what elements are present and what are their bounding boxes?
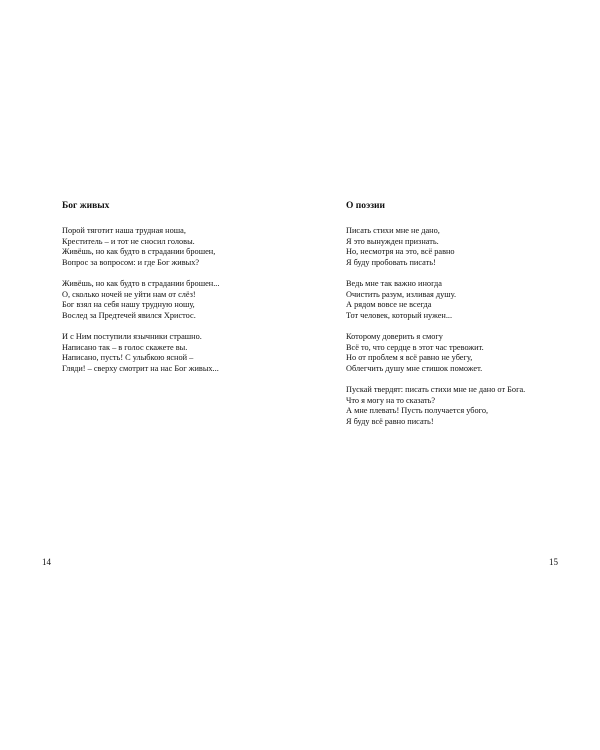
poem-line: Вослед за Предтечей явился Христос. <box>62 310 196 320</box>
poem-line: Бог взял на себя нашу трудную ношу, <box>62 300 195 309</box>
poem-line: А рядом вовсе не всегда <box>346 300 432 309</box>
poem-line: Я это вынужден признать. <box>346 236 439 246</box>
poem-line: Написано, пусть! С улыбкою ясной – <box>62 353 194 362</box>
poem-line: Креститель – и тот не сносил головы. <box>62 236 195 246</box>
poem-line: Вопрос за вопросом: и где Бог живых? <box>62 257 200 267</box>
poem-line: Написано так – в голос скажете вы. <box>62 342 188 352</box>
poem-line: Живёшь, но как будто в страдании брошен, <box>62 247 216 256</box>
poem-line: Писать стихи мне не дано, <box>346 226 440 235</box>
poem-line: Порой тяготит наша трудная ноша, <box>62 226 186 235</box>
poem-line: Очистить разум, изливая душу. <box>346 289 457 299</box>
stanza <box>346 279 596 321</box>
poem-line: Живёшь, но как будто в страдании брошен... <box>62 279 220 288</box>
poem-line: Ведь мне так важно иногда <box>346 279 442 288</box>
stanza <box>346 226 596 268</box>
stanza <box>62 332 292 374</box>
poem-line: Гляди! – сверху смотрит на нас Бог живых... <box>62 363 219 373</box>
poem-line: Всё то, что сердце в этот час тревожит. <box>346 342 484 352</box>
page-number: 14 <box>42 557 51 567</box>
page-number: 15 <box>549 557 558 567</box>
poem-line: Тот человек, который нужен... <box>346 310 453 320</box>
stanza <box>62 279 292 321</box>
poem-o-poezii <box>346 200 596 438</box>
poem-title: Бог живых <box>62 201 110 211</box>
poem-line: Что я могу на то сказать? <box>346 395 436 405</box>
poem-line: Облегчить душу мне стишок поможет. <box>346 363 483 373</box>
stanza <box>346 385 596 427</box>
poem-line: Но, несмотря на это, всё равно <box>346 247 455 256</box>
poem-bog-zhivyh <box>62 200 292 385</box>
poem-line: Но от проблем я всё равно не убегу, <box>346 353 473 362</box>
poem-line: А мне плевать! Пусть получается убого, <box>346 406 489 415</box>
poem-line: И с Ним поступили язычники страшно. <box>62 332 202 341</box>
poem-line: Я буду пробовать писать! <box>346 257 436 267</box>
right-page <box>300 0 600 750</box>
poem-line: Я буду всё равно писать! <box>346 416 434 426</box>
poem-line: Пускай твердят: писать стихи мне не дано от Бога. <box>346 385 526 394</box>
poem-title: О поэзии <box>346 201 385 211</box>
poem-line: Которому доверить я смогу <box>346 332 443 341</box>
poem-line: О, сколько ночей не уйти нам от слёз! <box>62 289 196 299</box>
stanza <box>346 332 596 374</box>
stanza <box>62 226 292 268</box>
